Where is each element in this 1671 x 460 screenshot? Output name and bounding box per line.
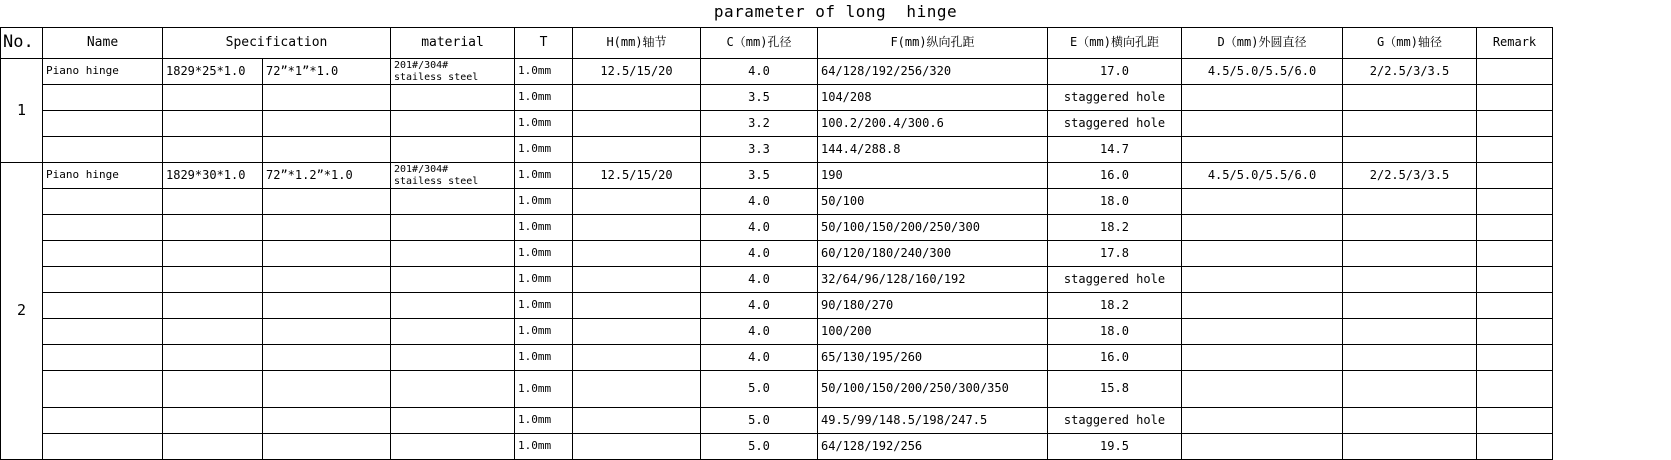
cell-name [43,189,163,215]
cell-g [1343,345,1477,371]
cell-thickness: 1.0mm [515,345,573,371]
cell-g: 2/2.5/3/3.5 [1343,59,1477,85]
cell-c: 3.5 [701,85,818,111]
cell-h [573,111,701,137]
table-header [1,28,1553,59]
cell-d [1182,241,1343,267]
cell-h [573,434,701,460]
cell-thickness: 1.0mm [515,137,573,163]
cell-h [573,319,701,345]
cell-h [573,215,701,241]
cell-f: 144.4/288.8 [818,137,1048,163]
cell-remark [1477,434,1553,460]
cell-specification-imperial [263,408,391,434]
cell-e: 16.0 [1048,345,1182,371]
cell-thickness: 1.0mm [515,371,573,408]
cell-material [391,408,515,434]
cell-material [391,215,515,241]
cell-e: 17.0 [1048,59,1182,85]
column-header-e: E（mm)横向孔距 [1048,28,1182,59]
cell-f: 49.5/99/148.5/198/247.5 [818,408,1048,434]
cell-e: 18.0 [1048,319,1182,345]
material-type: stailess steel [394,175,479,187]
cell-remark [1477,345,1553,371]
cell-name [43,267,163,293]
cell-remark [1477,85,1553,111]
cell-c: 3.3 [701,137,818,163]
cell-thickness: 1.0mm [515,241,573,267]
table-row [1,345,1553,371]
cell-c: 4.0 [701,267,818,293]
cell-e: staggered hole [1048,267,1182,293]
table-row [1,163,1553,189]
cell-e: staggered hole [1048,85,1182,111]
cell-e: 18.0 [1048,189,1182,215]
cell-specification-imperial [263,241,391,267]
cell-g [1343,241,1477,267]
cell-material [391,371,515,408]
cell-specification-metric [163,319,263,345]
parameter-table [0,27,1553,460]
cell-d [1182,189,1343,215]
cell-e: 15.8 [1048,371,1182,408]
cell-specification-metric [163,345,263,371]
cell-specification-metric [163,111,263,137]
cell-no: 1 [1,59,43,163]
cell-h [573,85,701,111]
cell-remark [1477,189,1553,215]
cell-thickness: 1.0mm [515,59,573,85]
cell-g [1343,111,1477,137]
cell-name [43,371,163,408]
cell-remark [1477,163,1553,189]
cell-c: 4.0 [701,59,818,85]
cell-remark [1477,215,1553,241]
cell-remark [1477,59,1553,85]
cell-thickness: 1.0mm [515,293,573,319]
table-row [1,267,1553,293]
cell-name [43,241,163,267]
cell-remark [1477,111,1553,137]
column-header-h: H(mm)轴节 [573,28,701,59]
cell-remark [1477,319,1553,345]
cell-g [1343,137,1477,163]
table-body [1,59,1553,460]
cell-e: 18.2 [1048,293,1182,319]
material-grade: 201#/304# [394,60,449,71]
cell-c: 4.0 [701,293,818,319]
cell-d [1182,111,1343,137]
material-grade: 201#/304# [394,164,449,175]
cell-f: 104/208 [818,85,1048,111]
cell-thickness: 1.0mm [515,85,573,111]
cell-material [391,85,515,111]
cell-d [1182,408,1343,434]
cell-c: 4.0 [701,345,818,371]
cell-specification-imperial [263,345,391,371]
cell-g [1343,293,1477,319]
cell-specification-metric [163,189,263,215]
header-row [1,28,1553,59]
cell-specification-imperial: 72”*1.2”*1.0 [263,163,391,189]
cell-name [43,215,163,241]
cell-f: 50/100/150/200/250/300/350 [818,371,1048,408]
cell-remark [1477,293,1553,319]
cell-remark [1477,137,1553,163]
cell-thickness: 1.0mm [515,111,573,137]
table-row [1,111,1553,137]
column-header-d: D（mm)外圆直径 [1182,28,1343,59]
cell-d [1182,85,1343,111]
table-row [1,293,1553,319]
column-header-specification: Specification [163,28,391,59]
cell-c: 5.0 [701,434,818,460]
cell-d: 4.5/5.0/5.5/6.0 [1182,163,1343,189]
cell-name: Piano hinge [43,59,163,85]
cell-h: 12.5/15/20 [573,163,701,189]
cell-g [1343,85,1477,111]
cell-c: 4.0 [701,241,818,267]
cell-f: 190 [818,163,1048,189]
cell-name [43,408,163,434]
table-row [1,408,1553,434]
cell-specification-metric: 1829*25*1.0 [163,59,263,85]
cell-c: 5.0 [701,408,818,434]
cell-material [391,137,515,163]
cell-g [1343,215,1477,241]
cell-e: 14.7 [1048,137,1182,163]
cell-no: 2 [1,163,43,460]
cell-h: 12.5/15/20 [573,59,701,85]
cell-specification-metric [163,434,263,460]
cell-d [1182,215,1343,241]
cell-specification-metric [163,241,263,267]
cell-material [391,163,515,189]
cell-specification-metric [163,137,263,163]
cell-g [1343,434,1477,460]
cell-g [1343,267,1477,293]
table-row [1,85,1553,111]
cell-h [573,293,701,319]
cell-remark [1477,241,1553,267]
table-row [1,59,1553,85]
column-header-no: No. [1,28,43,59]
page-title: parameter of long hinge [713,2,958,21]
column-header-c: C（mm)孔径 [701,28,818,59]
cell-specification-metric [163,408,263,434]
cell-e: 19.5 [1048,434,1182,460]
cell-material [391,319,515,345]
column-header-g: G（mm)轴径 [1343,28,1477,59]
cell-specification-imperial [263,189,391,215]
cell-material [391,293,515,319]
cell-specification-imperial [263,267,391,293]
cell-f: 65/130/195/260 [818,345,1048,371]
cell-f: 50/100 [818,189,1048,215]
cell-material [391,345,515,371]
cell-f: 100.2/200.4/300.6 [818,111,1048,137]
column-header-t: T [515,28,573,59]
cell-g [1343,189,1477,215]
cell-c: 4.0 [701,189,818,215]
cell-specification-imperial [263,215,391,241]
cell-specification-imperial [263,85,391,111]
cell-name [43,111,163,137]
cell-f: 90/180/270 [818,293,1048,319]
table-row [1,319,1553,345]
cell-d [1182,345,1343,371]
cell-c: 3.2 [701,111,818,137]
cell-remark [1477,371,1553,408]
cell-specification-imperial [263,111,391,137]
column-header-f: F(mm)纵向孔距 [818,28,1048,59]
cell-specification-metric [163,293,263,319]
cell-thickness: 1.0mm [515,408,573,434]
cell-name: Piano hinge [43,163,163,189]
column-header-remark: Remark [1477,28,1553,59]
cell-h [573,371,701,408]
cell-material [391,189,515,215]
cell-d [1182,434,1343,460]
cell-e: 16.0 [1048,163,1182,189]
cell-d [1182,319,1343,345]
table-row [1,241,1553,267]
cell-material [391,267,515,293]
cell-d [1182,371,1343,408]
cell-thickness: 1.0mm [515,319,573,345]
cell-c: 4.0 [701,215,818,241]
cell-e: staggered hole [1048,111,1182,137]
cell-specification-imperial: 72”*1”*1.0 [263,59,391,85]
cell-name [43,434,163,460]
cell-specification-metric [163,215,263,241]
cell-remark [1477,267,1553,293]
table-row [1,137,1553,163]
cell-d [1182,137,1343,163]
cell-c: 5.0 [701,371,818,408]
cell-thickness: 1.0mm [515,215,573,241]
cell-specification-metric [163,267,263,293]
cell-d: 4.5/5.0/5.5/6.0 [1182,59,1343,85]
table-row [1,371,1553,408]
cell-specification-metric [163,371,263,408]
cell-specification-imperial [263,319,391,345]
cell-c: 3.5 [701,163,818,189]
cell-h [573,267,701,293]
cell-specification-imperial [263,293,391,319]
cell-name [43,293,163,319]
cell-specification-imperial [263,137,391,163]
cell-specification-imperial [263,434,391,460]
cell-h [573,345,701,371]
cell-f: 60/120/180/240/300 [818,241,1048,267]
cell-g [1343,371,1477,408]
material-type: stailess steel [394,71,479,83]
cell-e: 18.2 [1048,215,1182,241]
cell-specification-metric: 1829*30*1.0 [163,163,263,189]
cell-name [43,85,163,111]
cell-name [43,137,163,163]
table-row [1,215,1553,241]
cell-specification-metric [163,85,263,111]
cell-thickness: 1.0mm [515,434,573,460]
cell-f: 64/128/192/256/320 [818,59,1048,85]
column-header-name: Name [43,28,163,59]
cell-g [1343,319,1477,345]
table-row [1,434,1553,460]
cell-h [573,189,701,215]
cell-h [573,408,701,434]
cell-d [1182,293,1343,319]
cell-c: 4.0 [701,319,818,345]
cell-f: 32/64/96/128/160/192 [818,267,1048,293]
cell-d [1182,267,1343,293]
cell-g [1343,408,1477,434]
cell-name [43,345,163,371]
cell-h [573,137,701,163]
cell-g: 2/2.5/3/3.5 [1343,163,1477,189]
cell-h [573,241,701,267]
cell-f: 100/200 [818,319,1048,345]
column-header-material: material [391,28,515,59]
cell-specification-imperial [263,371,391,408]
table-row [1,189,1553,215]
cell-thickness: 1.0mm [515,267,573,293]
cell-material [391,111,515,137]
cell-remark [1477,408,1553,434]
cell-f: 50/100/150/200/250/300 [818,215,1048,241]
cell-name [43,319,163,345]
cell-thickness: 1.0mm [515,189,573,215]
cell-e: staggered hole [1048,408,1182,434]
cell-thickness: 1.0mm [515,163,573,189]
cell-material [391,59,515,85]
cell-f: 64/128/192/256 [818,434,1048,460]
cell-material [391,241,515,267]
cell-e: 17.8 [1048,241,1182,267]
cell-material [391,434,515,460]
